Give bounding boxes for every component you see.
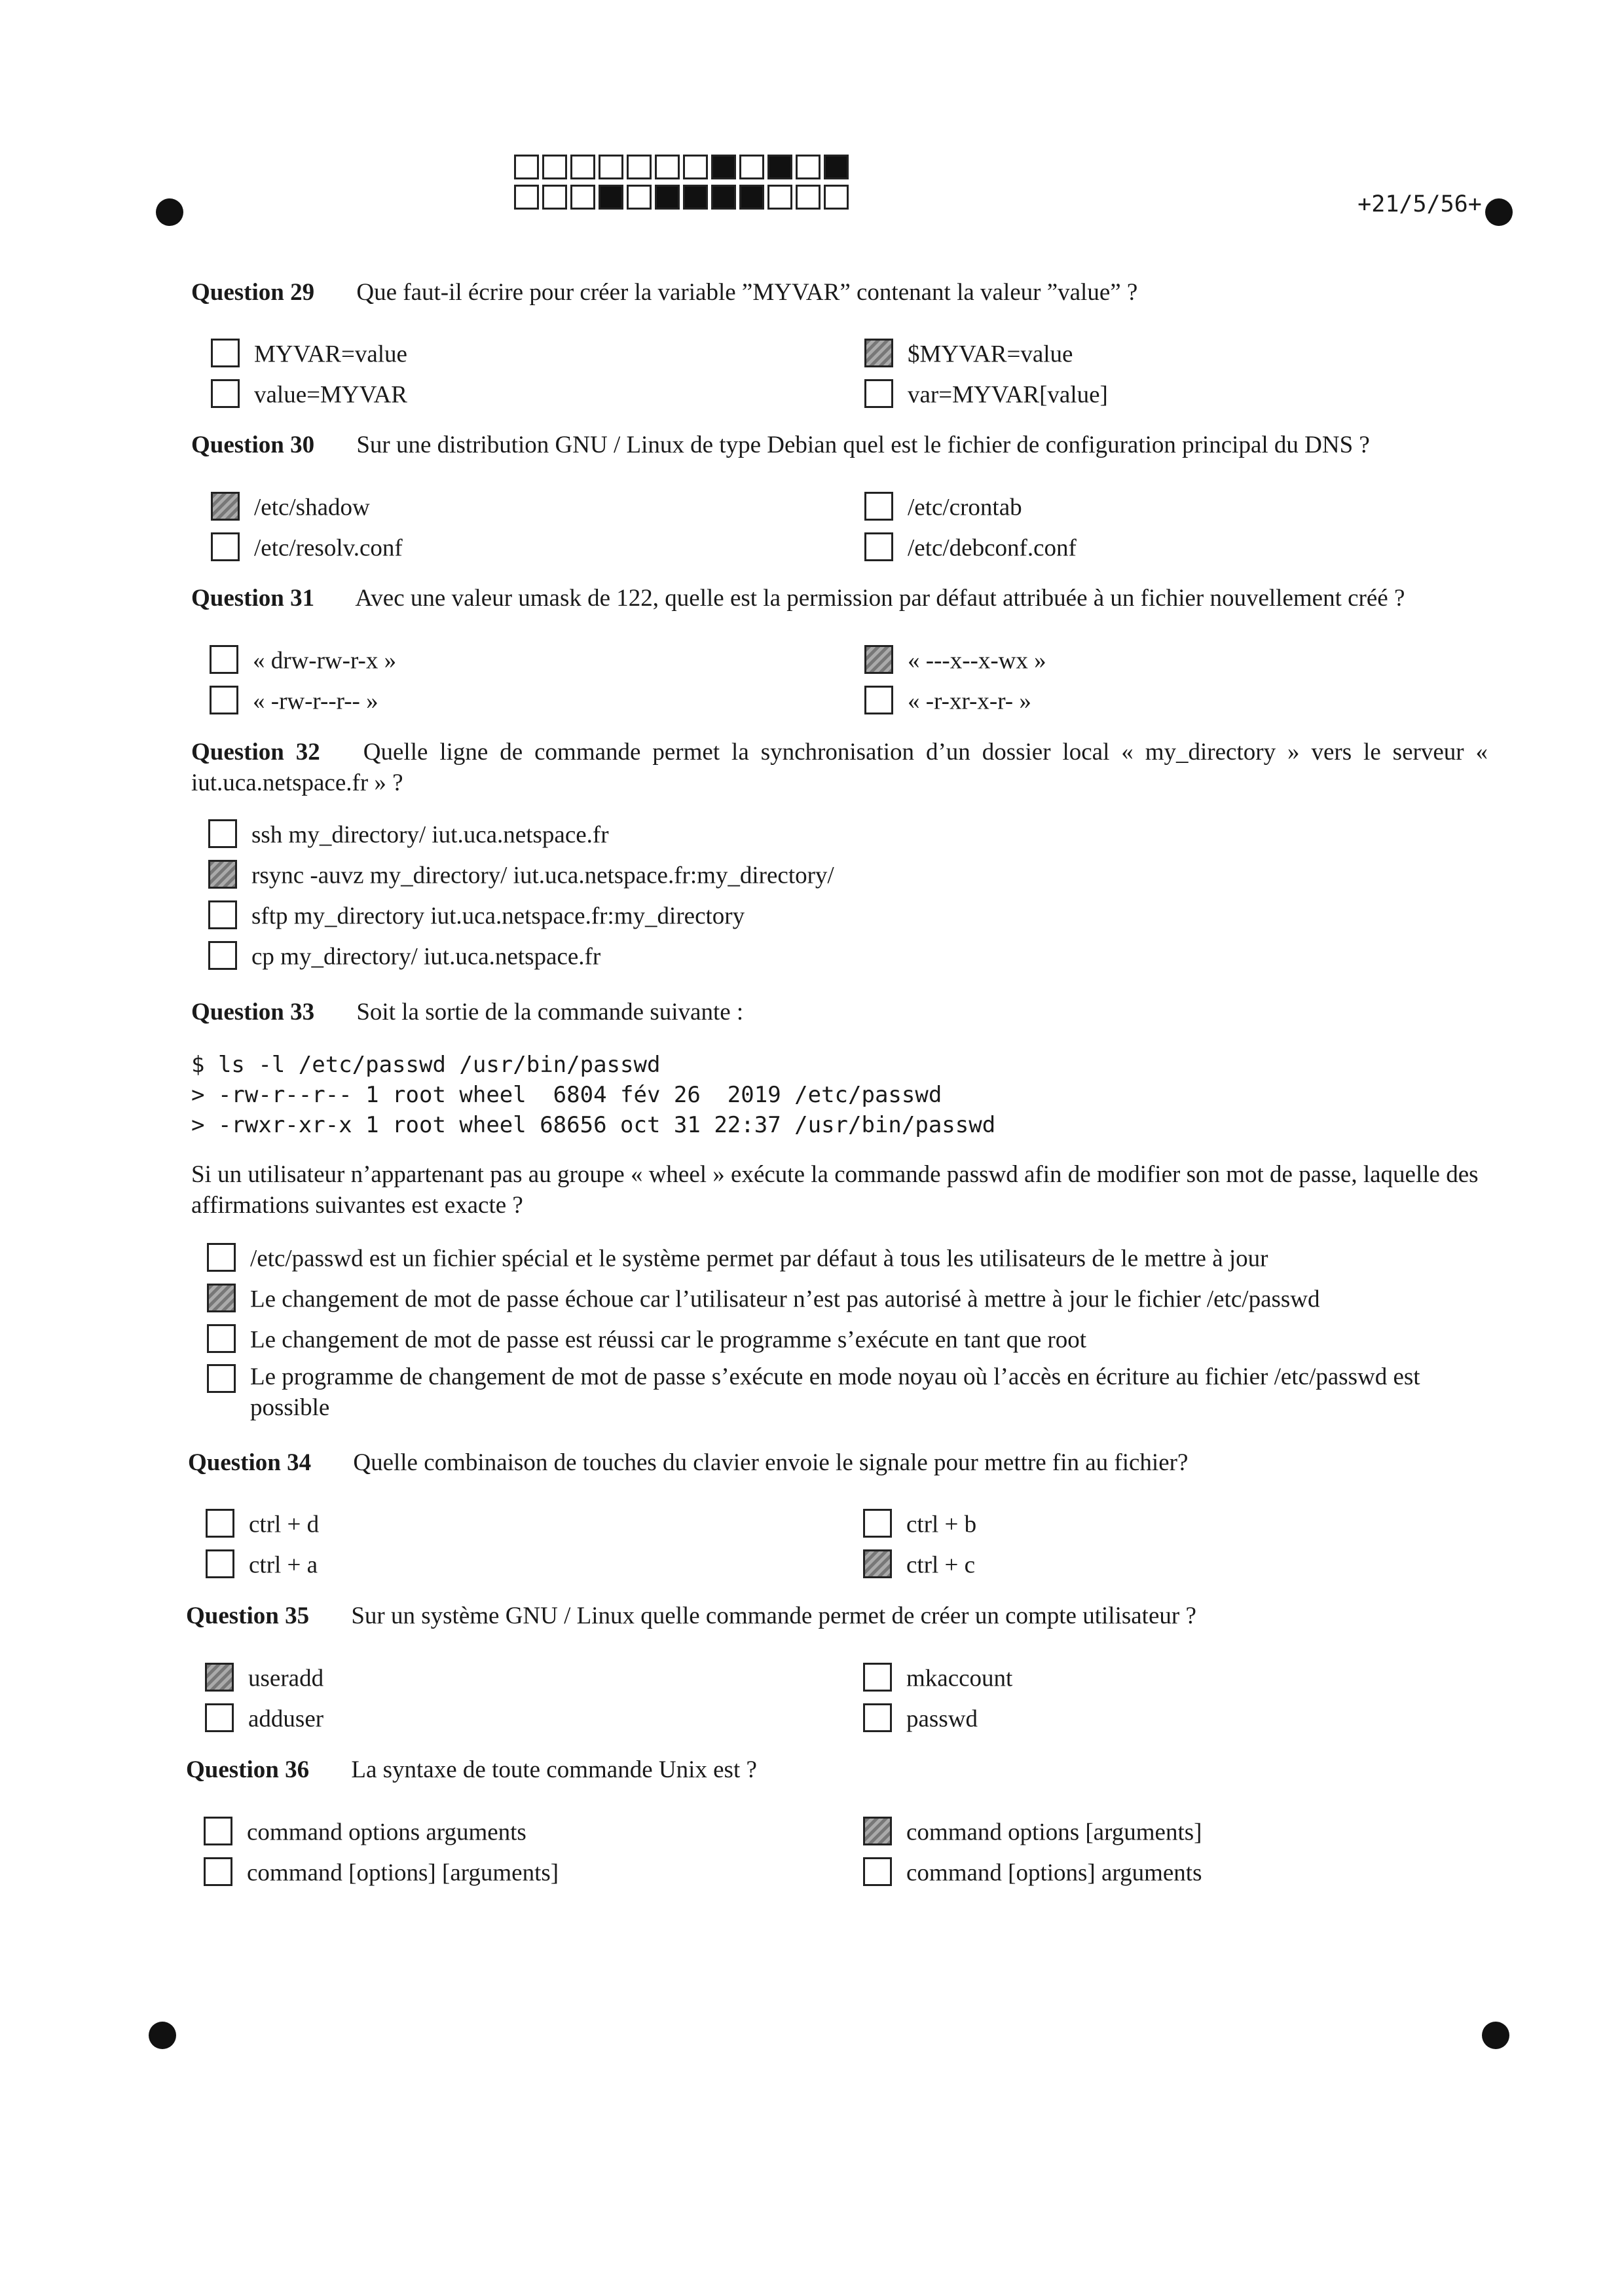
question-number: Question 34 — [188, 1449, 312, 1476]
option-label: /etc/passwd est un fichier spécial et le système permet par défaut à tous les utilisateurs de le mettre à jour — [250, 1245, 1268, 1272]
registration-dot-bottom-right — [1482, 2022, 1509, 2049]
option-label: command [options] arguments — [906, 1859, 1202, 1887]
registration-dot-top-left — [156, 198, 183, 226]
option-label: /etc/resolv.conf — [254, 534, 403, 562]
q29-option-3[interactable] — [211, 377, 407, 410]
question-number: Question 31 — [191, 585, 315, 612]
q33-option-2[interactable] — [207, 1282, 1320, 1314]
option-label: /etc/crontab — [908, 494, 1022, 521]
question-text: Soit la sortie de la commande suivante : — [356, 999, 744, 1026]
question-text: Que faut-il écrire pour créer la variable ”MYVAR” contenant la valeur ”value” ? — [356, 279, 1138, 306]
question-number: Question 29 — [191, 279, 315, 306]
option-label: « -rw-r--r-- » — [253, 688, 378, 715]
checkbox-checked[interactable] — [211, 492, 240, 521]
option-label: command [options] [arguments] — [247, 1859, 559, 1887]
q31-option-2[interactable] — [864, 643, 1046, 676]
q29-option-1[interactable] — [211, 337, 407, 369]
id-bar-row-2 — [514, 185, 852, 210]
q29-option-4[interactable] — [864, 377, 1108, 410]
option-label: Le changement de mot de passe est réussi car le programme s’exécute en tant que root — [250, 1326, 1087, 1354]
id-bar-row-1 — [514, 155, 852, 179]
option-label: sftp my_directory iut.uca.netspace.fr:my_directory — [251, 902, 745, 930]
checkbox[interactable] — [864, 686, 893, 714]
checkbox[interactable] — [863, 1509, 892, 1538]
question-30-heading — [191, 430, 1488, 460]
question-31-heading — [191, 583, 1488, 614]
checkbox-checked[interactable] — [864, 645, 893, 674]
q34-option-1[interactable] — [206, 1507, 319, 1540]
question-text: Quelle combinaison de touches du clavier envoie le signale pour mettre fin au fichier? — [353, 1449, 1189, 1476]
option-label: ctrl + d — [249, 1511, 320, 1538]
q35-option-2[interactable] — [863, 1661, 1012, 1694]
question-number: Question 36 — [186, 1756, 310, 1783]
option-label: MYVAR=value — [254, 341, 407, 368]
q31-option-4[interactable] — [864, 684, 1031, 716]
option-label: Le programme de changement de mot de passe s’exécute en mode noyau où l’accès en écriture au fichier /etc/passwd est possible — [250, 1363, 1420, 1421]
option-label: command options [arguments] — [906, 1819, 1202, 1846]
option-label: « -r-xr-x-r- » — [908, 688, 1031, 715]
q33-option-1[interactable] — [207, 1241, 1268, 1274]
q36-option-2[interactable] — [863, 1815, 1202, 1847]
checkbox[interactable] — [207, 1324, 236, 1353]
checkbox[interactable] — [207, 1364, 236, 1393]
option-label: ctrl + a — [249, 1551, 318, 1579]
question-number: Question 33 — [191, 999, 315, 1026]
checkbox[interactable] — [204, 1817, 232, 1845]
option-label: ctrl + c — [906, 1551, 976, 1579]
question-text: Avec une valeur umask de 122, quelle est la permission par défaut attribuée à un fichier nouvellement créé ? — [355, 585, 1405, 612]
question-35-heading — [186, 1601, 1483, 1631]
question-33-paragraph: Si un utilisateur n’appartenant pas au groupe « wheel » exécute la commande passwd afin de modifier son mot de passe, laquelle des affirmations suivantes est exacte ? — [191, 1161, 1479, 1219]
q34-option-3[interactable] — [206, 1547, 318, 1580]
checkbox-checked[interactable] — [208, 860, 237, 889]
checkbox[interactable] — [208, 900, 237, 929]
checkbox[interactable] — [204, 1857, 232, 1886]
q32-option-1[interactable] — [208, 817, 609, 850]
q32-option-3[interactable] — [208, 898, 745, 931]
question-number: Question 30 — [191, 432, 315, 458]
checkbox-checked[interactable] — [207, 1284, 236, 1312]
question-32-heading — [191, 737, 1488, 798]
checkbox[interactable] — [208, 941, 237, 970]
checkbox[interactable] — [210, 645, 238, 674]
checkbox-checked[interactable] — [863, 1549, 892, 1578]
option-label: ssh my_directory/ iut.uca.netspace.fr — [251, 821, 609, 849]
checkbox[interactable] — [208, 819, 237, 848]
command-output-line-2: > -rw-r--r-- 1 root wheel 6804 fév 26 2019 /etc/passwd — [191, 1082, 942, 1108]
registration-dot-bottom-left — [149, 2022, 176, 2049]
option-label: adduser — [248, 1705, 324, 1733]
question-29-heading — [191, 278, 1488, 308]
question-text: Sur une distribution GNU / Linux de type Debian quel est le fichier de configuration principal du DNS ? — [356, 432, 1370, 458]
q30-option-4[interactable] — [864, 530, 1077, 563]
option-label: ctrl + b — [906, 1511, 977, 1538]
question-text: La syntaxe de toute commande Unix est ? — [351, 1756, 757, 1783]
option-label: rsync -auvz my_directory/ iut.uca.netspace.fr:my_directory/ — [251, 862, 834, 889]
option-label: /etc/debconf.conf — [908, 534, 1077, 562]
checkbox[interactable] — [864, 492, 893, 521]
question-number: Question 32 — [191, 739, 320, 766]
question-text: Sur un système GNU / Linux quelle commande permet de créer un compte utilisateur ? — [351, 1602, 1196, 1629]
checkbox[interactable] — [205, 1703, 234, 1732]
checkbox[interactable] — [206, 1509, 234, 1538]
option-label: mkaccount — [906, 1665, 1013, 1692]
checkbox[interactable] — [207, 1243, 236, 1272]
q31-option-3[interactable] — [210, 684, 378, 716]
q33-option-3[interactable] — [207, 1322, 1086, 1355]
command-output-line-3: > -rwxr-xr-x 1 root wheel 68656 oct 31 22:37 /usr/bin/passwd — [191, 1112, 996, 1138]
q35-option-4[interactable] — [863, 1701, 978, 1734]
question-34-heading — [188, 1448, 1485, 1478]
question-text: Quelle ligne de commande permet la synchronisation d’un dossier local « my_directory » vers le serveur « iut.uca.netspace.fr » ? — [191, 739, 1488, 796]
checkbox-checked[interactable] — [863, 1817, 892, 1845]
q32-option-2[interactable] — [208, 858, 834, 891]
q36-option-1[interactable] — [204, 1815, 526, 1847]
q36-option-3[interactable] — [204, 1855, 559, 1888]
option-label: command options arguments — [247, 1819, 526, 1846]
option-label: « ---x--x-wx » — [908, 647, 1046, 675]
sheet-code: +21/5/56+ — [1357, 191, 1482, 217]
q30-option-3[interactable] — [211, 530, 403, 563]
q31-option-1[interactable] — [210, 643, 396, 676]
command-output-line-1: $ ls -l /etc/passwd /usr/bin/passwd — [191, 1052, 661, 1078]
option-label: /etc/shadow — [254, 494, 370, 521]
checkbox[interactable] — [210, 686, 238, 714]
checkbox-checked[interactable] — [205, 1663, 234, 1692]
q34-option-2[interactable] — [863, 1507, 976, 1540]
q35-option-3[interactable] — [205, 1701, 323, 1734]
option-label: useradd — [248, 1665, 324, 1692]
q30-option-1[interactable] — [211, 490, 370, 523]
checkbox[interactable] — [211, 339, 240, 367]
option-label: cp my_directory/ iut.uca.netspace.fr — [251, 943, 601, 971]
checkbox[interactable] — [211, 532, 240, 561]
option-label: « drw-rw-r-x » — [253, 647, 397, 675]
option-label: var=MYVAR[value] — [908, 381, 1108, 409]
checkbox[interactable] — [864, 379, 893, 408]
checkbox[interactable] — [863, 1703, 892, 1732]
q30-option-2[interactable] — [864, 490, 1022, 523]
checkbox[interactable] — [211, 379, 240, 408]
checkbox[interactable] — [864, 532, 893, 561]
question-36-heading — [186, 1755, 1483, 1785]
option-label: Le changement de mot de passe échoue car l’utilisateur n’est pas autorisé à mettre à jour le fichier /etc/passwd — [250, 1286, 1320, 1313]
checkbox-checked[interactable] — [864, 339, 893, 367]
q32-option-4[interactable] — [208, 939, 600, 972]
q36-option-4[interactable] — [863, 1855, 1202, 1888]
option-label: value=MYVAR — [254, 381, 407, 409]
option-label: passwd — [906, 1705, 978, 1733]
option-label: $MYVAR=value — [908, 341, 1073, 368]
checkbox[interactable] — [863, 1663, 892, 1692]
checkbox[interactable] — [206, 1549, 234, 1578]
question-number: Question 35 — [186, 1602, 310, 1629]
q29-option-2[interactable] — [864, 337, 1073, 369]
checkbox[interactable] — [863, 1857, 892, 1886]
q33-option-4[interactable] — [207, 1361, 1490, 1423]
q35-option-1[interactable] — [205, 1661, 323, 1694]
q34-option-4[interactable] — [863, 1547, 975, 1580]
question-33-heading — [191, 997, 1488, 1028]
